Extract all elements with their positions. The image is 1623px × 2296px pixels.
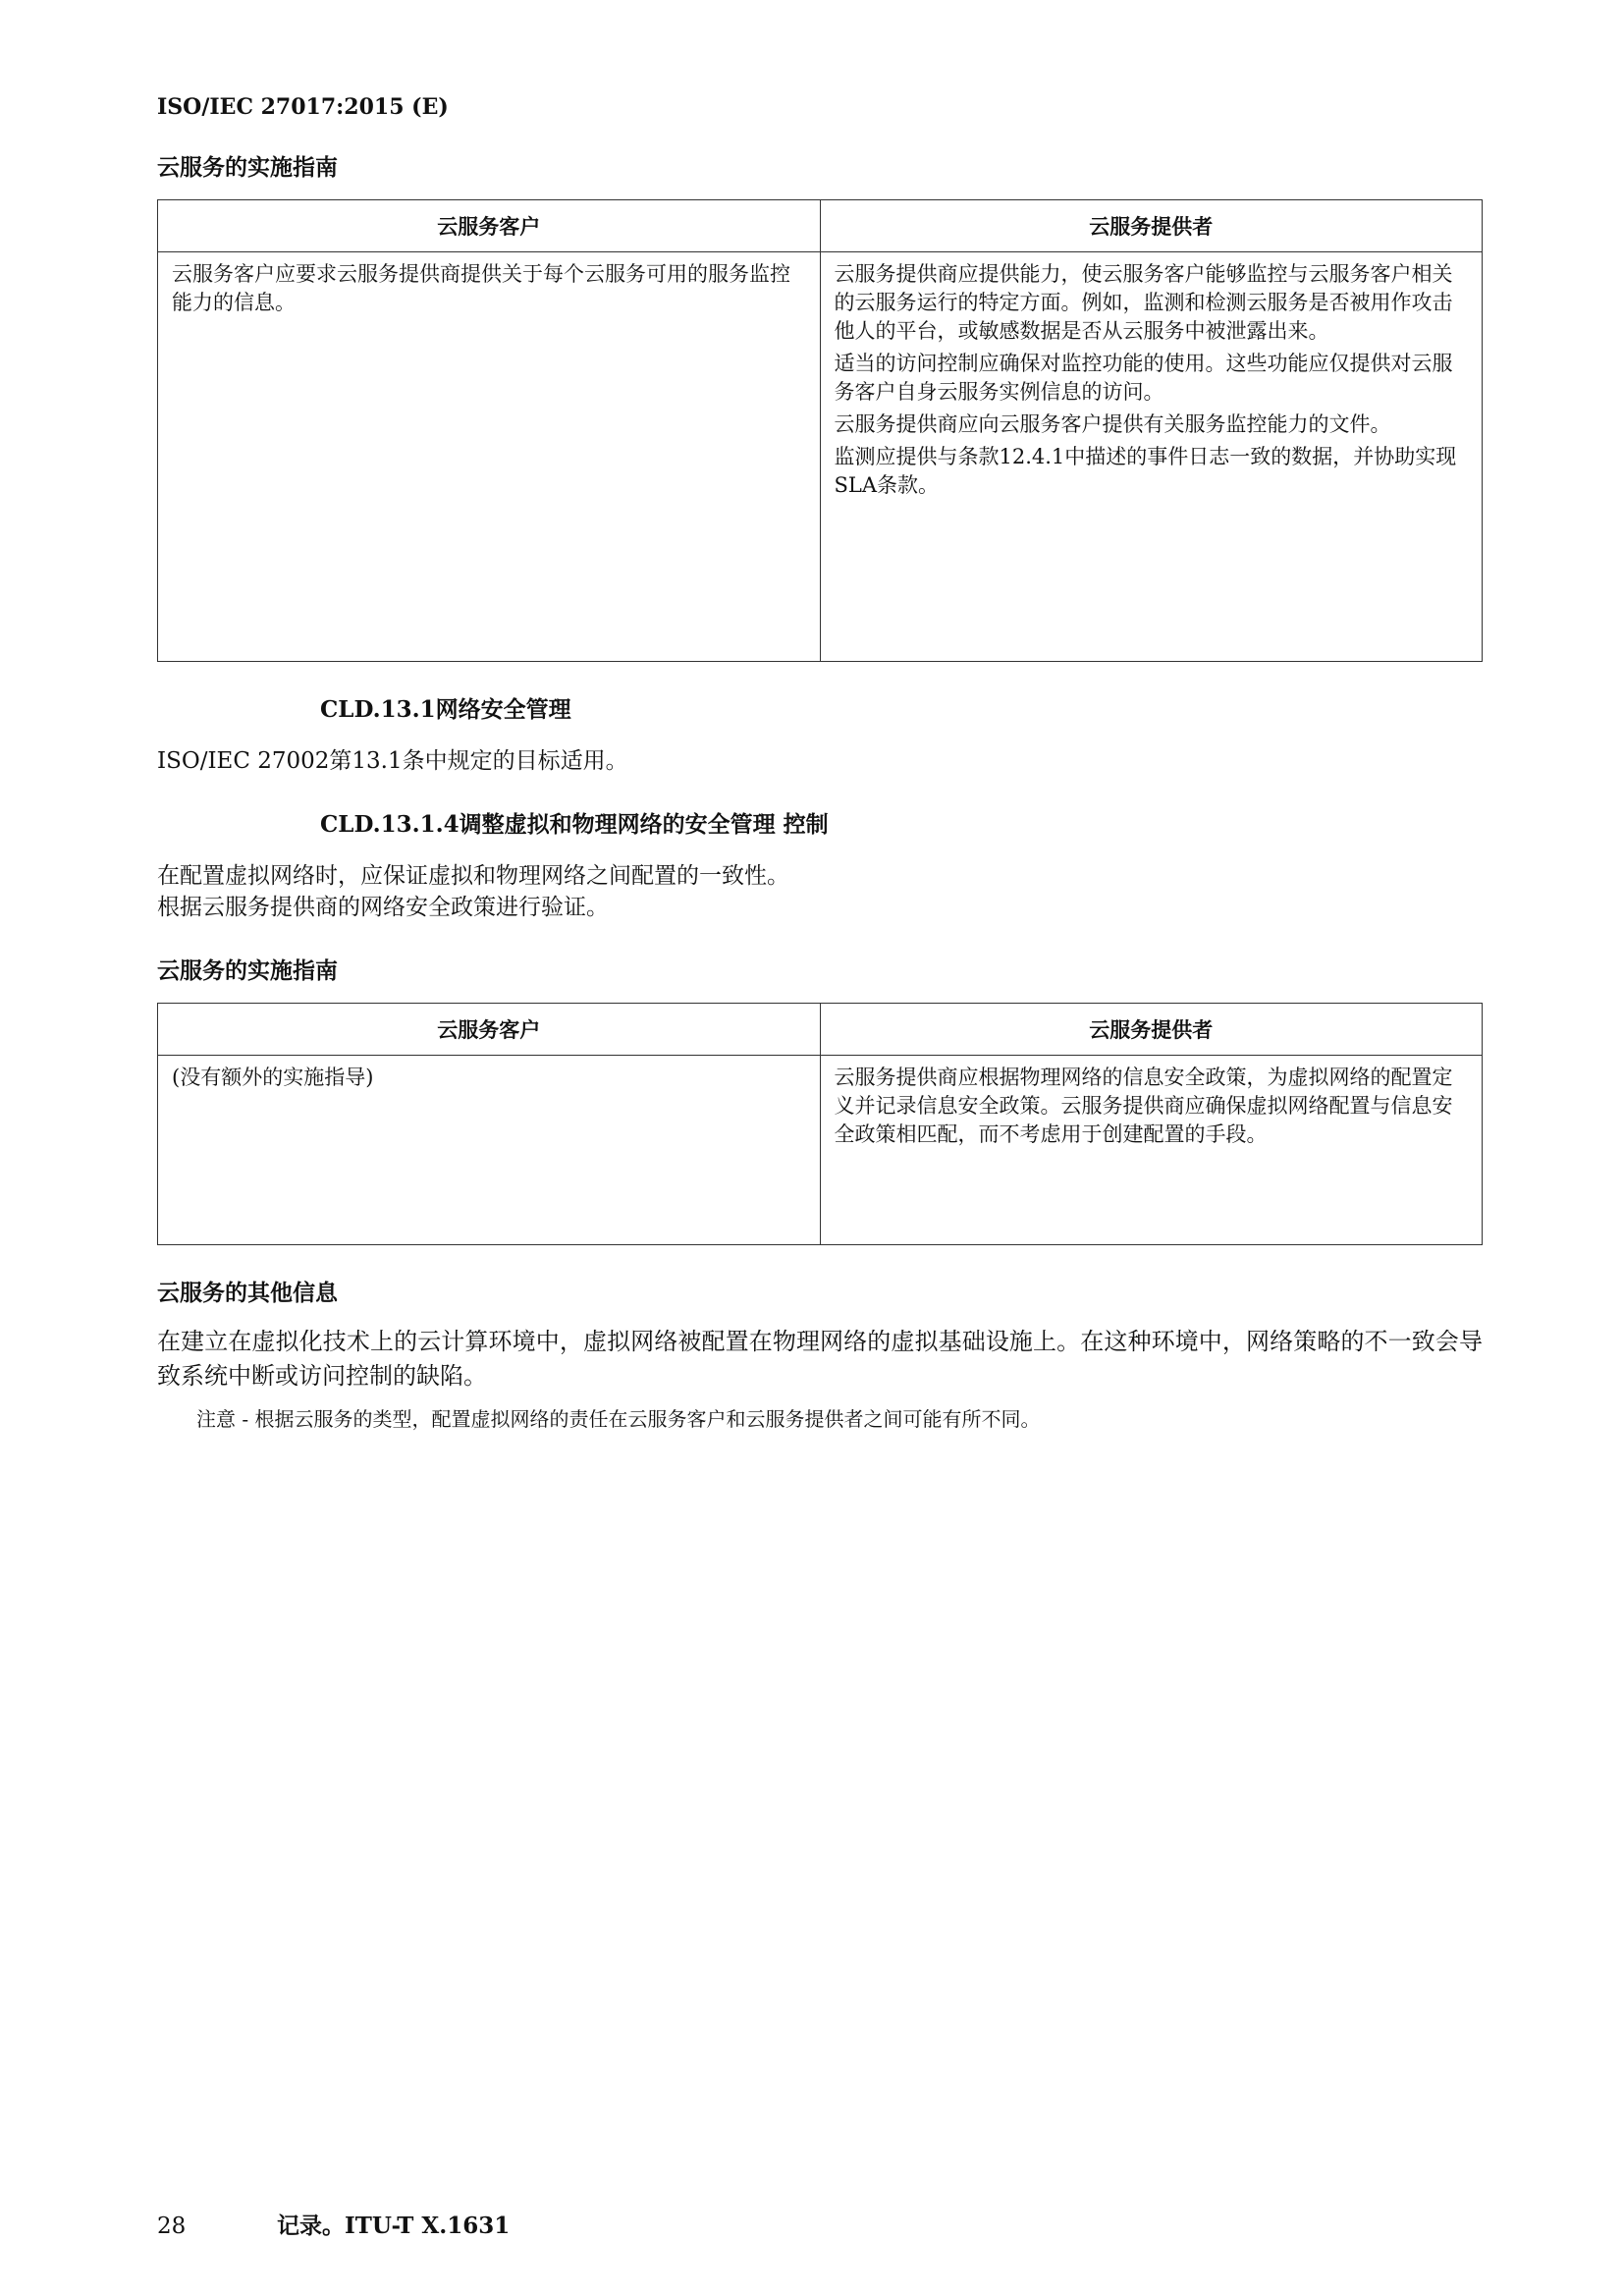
provider-paragraph: 监测应提供与条款12.4.1中描述的事件日志一致的数据，并协助实现SLA条款。 — [834, 445, 1457, 497]
column-header-customer: 云服务客户 — [158, 200, 821, 252]
section-heading-other-info: 云服务的其他信息 — [157, 1280, 338, 1306]
control-line: 在配置虚拟网络时，应保证虚拟和物理网络之间配置的一致性。 — [157, 863, 789, 889]
provider-cell — [820, 1056, 1483, 1245]
column-header-provider: 云服务提供者 — [820, 200, 1483, 252]
clause-text-13-1: ISO/IEC 27002第13.1条中规定的目标适用。 — [157, 748, 628, 774]
document-id: ISO/IEC 27017:2015 (E) — [157, 94, 449, 120]
section-heading-implementation-2: 云服务的实施指南 — [157, 957, 338, 984]
note-text: 注意 - 根据云服务的类型，配置虚拟网络的责任在云服务客户和云服务提供者之间可能有所不同。 — [196, 1407, 1041, 1431]
page-footer — [157, 2208, 510, 2240]
guidance-table-2 — [157, 1003, 1483, 1245]
page-content — [157, 94, 1483, 1432]
column-header-provider: 云服务提供者 — [820, 1004, 1483, 1056]
provider-paragraph: 适当的访问控制应确保对监控功能的使用。这些功能应仅提供对云服务客户自身云服务实例信息的访问。 — [834, 352, 1453, 404]
provider-paragraph: 云服务提供商应向云服务客户提供有关服务监控能力的文件。 — [834, 412, 1391, 436]
customer-cell — [158, 1056, 821, 1245]
other-info-text: 在建立在虚拟化技术上的云计算环境中，虚拟网络被配置在物理网络的虚拟基础设施上。在这种环境中，网络策略的不一致会导致系统中断或访问控制的缺陷。 — [157, 1328, 1483, 1390]
column-header-customer: 云服务客户 — [158, 1004, 821, 1056]
guidance-table-1 — [157, 199, 1483, 662]
customer-paragraph: 云服务客户应要求云服务提供商提供关于每个云服务可用的服务监控能力的信息。 — [172, 262, 790, 314]
provider-cell — [820, 252, 1483, 662]
provider-paragraph: 云服务提供商应提供能力，使云服务客户能够监控与云服务客户相关的云服务运行的特定方面。例如，监测和检测云服务是否被用作攻击他人的平台，或敏感数据是否从云服务中被泄露出来。 — [834, 262, 1453, 343]
page-number: 28 — [157, 2214, 187, 2239]
customer-cell — [158, 252, 821, 662]
section-heading-implementation-1: 云服务的实施指南 — [157, 154, 338, 181]
clause-title-13-1: CLD.13.1网络安全管理 — [320, 696, 571, 723]
customer-paragraph: (没有额外的实施指导) — [172, 1066, 374, 1089]
provider-paragraph: 云服务提供商应根据物理网络的信息安全政策，为虚拟网络的配置定义并记录信息安全政策。云服务提供商应确保虚拟网络配置与信息安全政策相匹配，而不考虑用于创建配置的手段。 — [834, 1066, 1453, 1146]
control-line: 根据云服务提供商的网络安全政策进行验证。 — [157, 895, 609, 920]
footer-record: 记录。ITU-T X.1631 — [277, 2213, 511, 2239]
clause-title-13-1-4: CLD.13.1.4调整虚拟和物理网络的安全管理 控制 — [320, 811, 829, 838]
